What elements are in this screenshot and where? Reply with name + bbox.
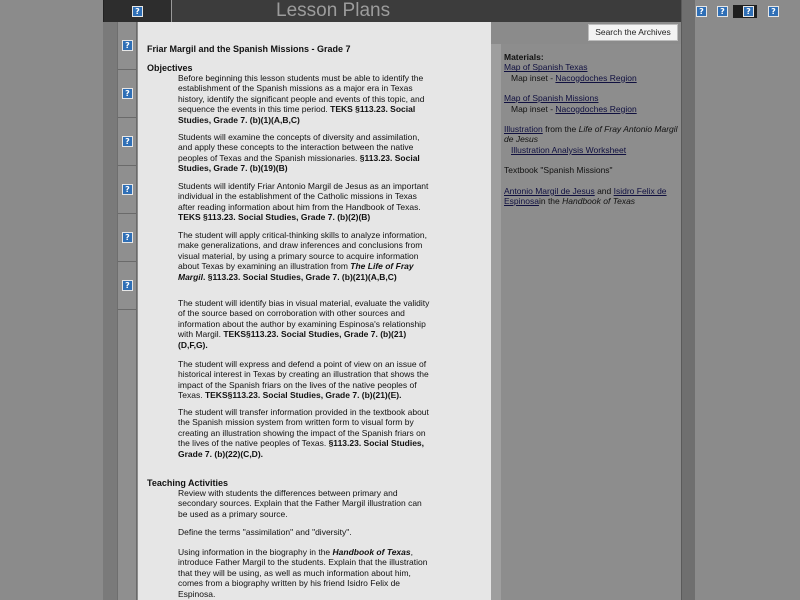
objective-paragraph: The student will identify bias in visual material, evaluate the validity of the source based on corroboration with other sources and information about the author by examining Espinosa's relationship with Margil. TEKS§113.23. Social Studies, Grade 7. (b)(21)(D,F,G).	[178, 298, 430, 350]
nav-item[interactable]	[118, 70, 137, 118]
objective-paragraph: The student will apply critical-thinking skills to analyze information, make generalizations, and draw inferences and conclusions from visual material, by using a primary source to acquire information about Texas by examining an illustration from The Life of Fray Margil. §113.23. Social Studies, Grade 7. (b)(21)(A,B,C)	[178, 230, 427, 282]
nav-item[interactable]	[118, 22, 137, 70]
lesson-title: Friar Margil and the Spanish Missions - Grade 7	[147, 44, 351, 54]
materials-label: Materials:	[504, 52, 544, 62]
biography-block	[504, 186, 679, 207]
illustration-from-text: from the	[542, 124, 579, 135]
bio-and-text: and	[594, 185, 614, 196]
header-toolbar	[495, 0, 776, 22]
nav-item[interactable]	[118, 118, 137, 166]
worksheet-link[interactable]: Illustration Analysis Worksheet	[511, 144, 627, 155]
materials-block	[504, 52, 679, 83]
header-bar	[103, 0, 776, 22]
search-archives-button[interactable]: Search the Archives	[588, 24, 678, 41]
objective-paragraph: The student will express and defend a point of view on an issue of historical interest in Texas by creating an illustration that shows the impact of the Spanish friars on the lives of the native peoples of Texas. TEKS§113.23. Social Studies, Grade 7. (b)(21)(E).	[178, 359, 429, 401]
help-icon[interactable]: ?	[717, 6, 728, 17]
activity-paragraph: Review with students the differences between primary and secondary sources. Explain that the Father Margil illustration can be used as a primary source.	[178, 488, 422, 519]
help-icon[interactable]: ?	[768, 6, 779, 17]
help-icon[interactable]: ?	[122, 40, 133, 51]
lesson-content	[138, 22, 491, 600]
header-left-panel	[104, 0, 172, 22]
nav-icon-column	[117, 22, 137, 600]
help-icon[interactable]: ?	[696, 6, 707, 17]
page-title: Lesson Plans	[276, 0, 391, 21]
illustration-link[interactable]: Illustration	[504, 124, 543, 135]
bio-in-text: in the	[538, 196, 563, 207]
nav-item[interactable]	[118, 166, 137, 214]
nav-item[interactable]	[118, 262, 137, 310]
map-inset-label: Map inset -	[511, 72, 556, 83]
nacogdoches-map-link[interactable]: Nacogdoches Region	[555, 72, 637, 83]
map-spanish-missions-link[interactable]: Map of Spanish Missions	[504, 93, 599, 104]
objective-paragraph: Students will examine the concepts of diversity and assimilation, and apply these concepts to the interaction between the native peoples of Texas and the Spanish missionaries. §113.23. Social Studies, Grade 7. (b)(19)(B)	[178, 132, 420, 174]
nacogdoches-map-link[interactable]: Nacogdoches Region	[555, 103, 637, 114]
help-icon[interactable]: ?	[122, 280, 133, 291]
missions-block	[504, 93, 679, 114]
nav-item[interactable]	[118, 214, 137, 262]
objective-paragraph: The student will transfer information provided in the textbook about the Spanish mission system from written form to visual form by creating an illustration showing the impact of the Spanish friars on the lives of the native peoples of Texas. §113.23. Social Studies, Grade 7. (b)(22)(C,D).	[178, 407, 429, 459]
help-icon[interactable]: ?	[122, 232, 133, 243]
help-icon[interactable]: ?	[122, 88, 133, 99]
objective-paragraph: Students will identify Friar Antonio Margil de Jesus as an important individual in the establishment of the Catholic missions in Texas after reading information about him from the Handbook of Texas. TEKS §113.23. Social Studies, Grade 7. (b)(2)(B)	[178, 181, 429, 223]
help-icon[interactable]: ?	[132, 6, 143, 17]
materials-sidebar	[501, 44, 681, 600]
illustration-block	[504, 124, 679, 155]
objective-paragraph: Before beginning this lesson students must be able to identify the establishment of the Spanish missions as a major era in Texas history, identify the significant people and events of this topic, and sequence the events in this time period. TEKS §113.23. Social Studies, Grade 7. (b)(1)(A,B,C)	[178, 73, 425, 125]
espinosa-bio-link[interactable]: Isidro Felix de Espinosa	[504, 185, 667, 207]
help-icon[interactable]: ?	[122, 184, 133, 195]
handbook-title: Handbook of Texas	[562, 196, 636, 207]
map-inset-label: Map inset -	[511, 103, 556, 114]
right-edge-bar	[681, 0, 695, 600]
textbook-label: Textbook "Spanish Missions"	[504, 165, 613, 176]
left-gutter	[103, 22, 117, 600]
activity-paragraph: Using information in the biography in the Handbook of Texas, introduce Father Margil to the students. Explain that the illustration that they will be using, as well as much information about him, comes from a biography written by his friend Isidro Felix de Espinosa.	[178, 547, 428, 599]
textbook-block	[504, 165, 679, 175]
map-spanish-texas-link[interactable]: Map of Spanish Texas	[504, 62, 588, 73]
help-icon[interactable]: ?	[122, 136, 133, 147]
objectives-heading: Objectives	[147, 63, 193, 73]
margil-bio-link[interactable]: Antonio Margil de Jesus	[504, 185, 595, 196]
illustration-book-title: Life of Fray Antonio Margil de Jesus	[504, 124, 678, 145]
teaching-activities-heading: Teaching Activities	[147, 478, 229, 488]
activity-paragraph: Define the terms "assimilation" and "diversity".	[178, 527, 352, 537]
sidebar-divider	[491, 44, 501, 600]
help-icon[interactable]: ?	[743, 6, 754, 17]
